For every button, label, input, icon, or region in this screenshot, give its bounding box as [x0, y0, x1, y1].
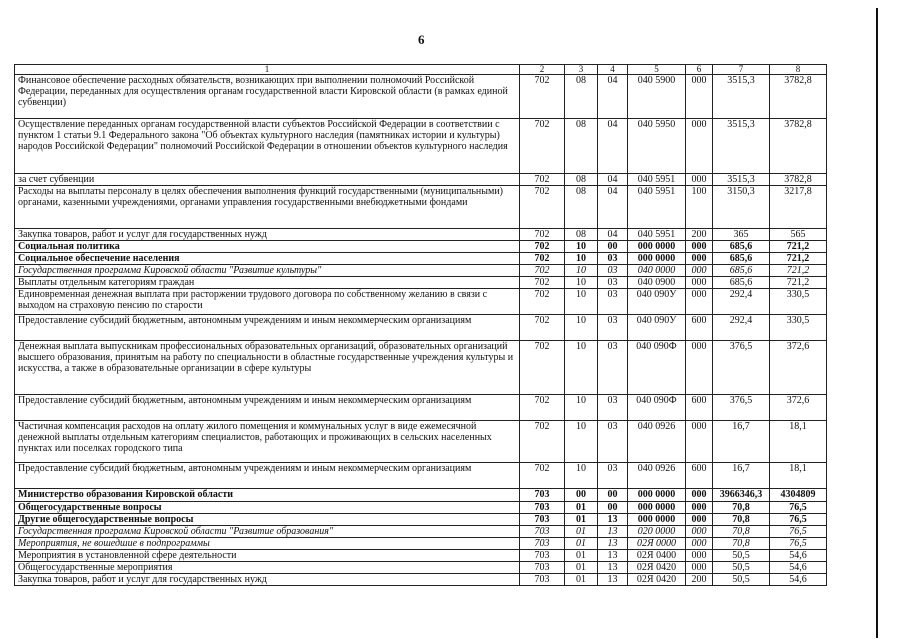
value-cell: 76,5 — [770, 514, 827, 526]
value-cell: 000 — [686, 289, 713, 315]
column-header: 2 — [520, 65, 565, 75]
value-cell: 702 — [520, 315, 565, 341]
value-cell: 70,8 — [713, 538, 770, 550]
value-cell: 200 — [686, 229, 713, 241]
value-cell: 00 — [565, 489, 598, 502]
value-cell: 372,6 — [770, 395, 827, 421]
table-row — [15, 538, 827, 550]
column-header: 3 — [565, 65, 598, 75]
table-row — [15, 574, 827, 586]
value-cell: 13 — [598, 538, 628, 550]
value-cell: 721,2 — [770, 277, 827, 289]
table-row — [15, 315, 827, 341]
value-cell: 702 — [520, 277, 565, 289]
value-cell: 000 — [686, 550, 713, 562]
value-cell: 02Я 0420 — [628, 562, 686, 574]
value-cell: 376,5 — [713, 341, 770, 395]
table-row — [15, 550, 827, 562]
value-cell: 3515,3 — [713, 119, 770, 174]
column-header: 5 — [628, 65, 686, 75]
value-cell: 13 — [598, 562, 628, 574]
row-label-cell: за счет субвенции — [15, 174, 520, 186]
table-row — [15, 289, 827, 315]
value-cell: 000 0000 — [628, 514, 686, 526]
value-cell: 330,5 — [770, 289, 827, 315]
value-cell: 000 — [686, 75, 713, 119]
column-number-row — [15, 65, 827, 75]
value-cell: 00 — [598, 241, 628, 253]
value-cell: 685,6 — [713, 265, 770, 277]
value-cell: 00 — [598, 489, 628, 502]
value-cell: 040 5951 — [628, 229, 686, 241]
value-cell: 10 — [565, 265, 598, 277]
value-cell: 702 — [520, 186, 565, 229]
value-cell: 565 — [770, 229, 827, 241]
table-row — [15, 395, 827, 421]
value-cell: 03 — [598, 341, 628, 395]
row-label-cell: Единовременная денежная выплата при расторжении трудового договора по собственному желанию в связи с выходом на страховую пенсию по старости — [15, 289, 520, 315]
value-cell: 08 — [565, 75, 598, 119]
value-cell: 702 — [520, 119, 565, 174]
value-cell: 702 — [520, 253, 565, 265]
value-cell: 01 — [565, 562, 598, 574]
value-cell: 000 — [686, 489, 713, 502]
value-cell: 330,5 — [770, 315, 827, 341]
row-label-cell: Расходы на выплаты персоналу в целях обеспечения выполнения функций государственными (муниципальными) органами, казенными учреждениями, органами управления государственными внебюджетными фондами — [15, 186, 520, 229]
value-cell: 702 — [520, 289, 565, 315]
row-label-cell: Частичная компенсация расходов на оплату жилого помещения и коммунальных услуг в виде ежемесячной денежной выплаты отдельным категориям специалистов, работающих и проживающих в сельских населенных пунктах или поселках городского типа — [15, 421, 520, 463]
table-row — [15, 253, 827, 265]
value-cell: 000 — [686, 241, 713, 253]
value-cell: 70,8 — [713, 514, 770, 526]
value-cell: 040 090Ф — [628, 395, 686, 421]
value-cell: 50,5 — [713, 562, 770, 574]
value-cell: 3217,8 — [770, 186, 827, 229]
value-cell: 04 — [598, 75, 628, 119]
value-cell: 100 — [686, 186, 713, 229]
value-cell: 040 0000 — [628, 265, 686, 277]
value-cell: 040 5951 — [628, 186, 686, 229]
value-cell: 13 — [598, 574, 628, 586]
value-cell: 702 — [520, 341, 565, 395]
value-cell: 040 0926 — [628, 463, 686, 489]
table-row — [15, 174, 827, 186]
value-cell: 76,5 — [770, 538, 827, 550]
row-label-cell: Государственная программа Кировской области "Развитие культуры" — [15, 265, 520, 277]
value-cell: 600 — [686, 395, 713, 421]
value-cell: 3515,3 — [713, 75, 770, 119]
value-cell: 3782,8 — [770, 119, 827, 174]
table-row — [15, 562, 827, 574]
row-label-cell: Закупка товаров, работ и услуг для государственных нужд — [15, 574, 520, 586]
value-cell: 01 — [565, 550, 598, 562]
value-cell: 03 — [598, 395, 628, 421]
value-cell: 10 — [565, 253, 598, 265]
table-row — [15, 526, 827, 538]
value-cell: 702 — [520, 229, 565, 241]
value-cell: 292,4 — [713, 315, 770, 341]
row-label-cell: Финансовое обеспечение расходных обязательств, возникающих при выполнении полномочий Российской Федерации, переданных для осуществления органам государственной власти Кировской области (в рамках единой субвенции) — [15, 75, 520, 119]
value-cell: 702 — [520, 265, 565, 277]
row-label-cell: Предоставление субсидий бюджетным, автономным учреждениям и иным некоммерческим организациям — [15, 395, 520, 421]
value-cell: 08 — [565, 174, 598, 186]
row-label-cell: Государственная программа Кировской области "Развитие образования" — [15, 526, 520, 538]
value-cell: 00 — [598, 502, 628, 514]
value-cell: 000 0000 — [628, 502, 686, 514]
value-cell: 703 — [520, 538, 565, 550]
value-cell: 01 — [565, 514, 598, 526]
value-cell: 702 — [520, 395, 565, 421]
table-row — [15, 489, 827, 502]
value-cell: 000 0000 — [628, 489, 686, 502]
value-cell: 03 — [598, 421, 628, 463]
table-row — [15, 186, 827, 229]
table-row — [15, 502, 827, 514]
value-cell: 10 — [565, 341, 598, 395]
budget-table — [14, 64, 827, 586]
value-cell: 04 — [598, 119, 628, 174]
value-cell: 02Я 0400 — [628, 550, 686, 562]
value-cell: 040 5950 — [628, 119, 686, 174]
value-cell: 365 — [713, 229, 770, 241]
row-label-cell: Предоставление субсидий бюджетным, автономным учреждениям и иным некоммерческим организациям — [15, 315, 520, 341]
value-cell: 703 — [520, 550, 565, 562]
row-label-cell: Предоставление субсидий бюджетным, автономным учреждениям и иным некоммерческим организациям — [15, 463, 520, 489]
value-cell: 03 — [598, 253, 628, 265]
value-cell: 4304809 — [770, 489, 827, 502]
value-cell: 702 — [520, 463, 565, 489]
value-cell: 01 — [565, 538, 598, 550]
value-cell: 685,6 — [713, 253, 770, 265]
value-cell: 703 — [520, 562, 565, 574]
value-cell: 10 — [565, 395, 598, 421]
value-cell: 020 0000 — [628, 526, 686, 538]
column-header: 1 — [15, 65, 520, 75]
value-cell: 54,6 — [770, 550, 827, 562]
page-number: 6 — [418, 32, 425, 47]
value-cell: 10 — [565, 289, 598, 315]
value-cell: 54,6 — [770, 562, 827, 574]
value-cell: 03 — [598, 463, 628, 489]
value-cell: 16,7 — [713, 421, 770, 463]
value-cell: 721,2 — [770, 265, 827, 277]
row-label-cell: Денежная выплата выпускникам профессиональных образовательных организаций, образовательных организаций высшего образования, принятым на работу по специальности в областные государственные учреждения культуры и искусства, а также в образовательные организации в сфере культуры — [15, 341, 520, 395]
value-cell: 200 — [686, 574, 713, 586]
row-label-cell: Общегосударственные мероприятия — [15, 562, 520, 574]
value-cell: 376,5 — [713, 395, 770, 421]
value-cell: 000 — [686, 119, 713, 174]
value-cell: 702 — [520, 241, 565, 253]
value-cell: 04 — [598, 186, 628, 229]
value-cell: 040 0926 — [628, 421, 686, 463]
value-cell: 000 0000 — [628, 241, 686, 253]
value-cell: 3782,8 — [770, 75, 827, 119]
table-row — [15, 229, 827, 241]
value-cell: 03 — [598, 277, 628, 289]
table-body — [15, 75, 827, 586]
table-row — [15, 265, 827, 277]
value-cell: 703 — [520, 489, 565, 502]
value-cell: 04 — [598, 174, 628, 186]
value-cell: 040 5900 — [628, 75, 686, 119]
value-cell: 000 — [686, 341, 713, 395]
row-label-cell: Осуществление переданных органам государственной власти субъектов Российской Федерации в соответствии с пунктом 1 статьи 9.1 Федерального закона "Об объектах культурного наследия (памятниках истории и культуры) народов Российской Федерации" полномочий Российской Федерации в отношении объектов культурного наследия — [15, 119, 520, 174]
row-label-cell: Мероприятия, не вошедшие в подпрограммы — [15, 538, 520, 550]
value-cell: 685,6 — [713, 277, 770, 289]
table-row — [15, 277, 827, 289]
value-cell: 50,5 — [713, 574, 770, 586]
value-cell: 3782,8 — [770, 174, 827, 186]
value-cell: 600 — [686, 463, 713, 489]
value-cell: 000 0000 — [628, 253, 686, 265]
value-cell: 70,8 — [713, 526, 770, 538]
value-cell: 08 — [565, 186, 598, 229]
value-cell: 372,6 — [770, 341, 827, 395]
value-cell: 685,6 — [713, 241, 770, 253]
value-cell: 10 — [565, 463, 598, 489]
value-cell: 000 — [686, 174, 713, 186]
value-cell: 3515,3 — [713, 174, 770, 186]
value-cell: 10 — [565, 277, 598, 289]
value-cell: 54,6 — [770, 574, 827, 586]
table-row — [15, 421, 827, 463]
value-cell: 702 — [520, 174, 565, 186]
value-cell: 040 090Ф — [628, 341, 686, 395]
value-cell: 040 0900 — [628, 277, 686, 289]
value-cell: 721,2 — [770, 241, 827, 253]
value-cell: 000 — [686, 421, 713, 463]
value-cell: 3966346,3 — [713, 489, 770, 502]
column-header: 8 — [770, 65, 827, 75]
value-cell: 03 — [598, 289, 628, 315]
table-row — [15, 241, 827, 253]
value-cell: 3150,3 — [713, 186, 770, 229]
value-cell: 600 — [686, 315, 713, 341]
value-cell: 16,7 — [713, 463, 770, 489]
value-cell: 76,5 — [770, 502, 827, 514]
row-label-cell: Социальное обеспечение населения — [15, 253, 520, 265]
value-cell: 040 090У — [628, 315, 686, 341]
value-cell: 000 — [686, 526, 713, 538]
value-cell: 70,8 — [713, 502, 770, 514]
table-row — [15, 119, 827, 174]
row-label-cell: Закупка товаров, работ и услуг для государственных нужд — [15, 229, 520, 241]
table-row — [15, 463, 827, 489]
value-cell: 03 — [598, 315, 628, 341]
value-cell: 08 — [565, 119, 598, 174]
value-cell: 000 — [686, 277, 713, 289]
row-label-cell: Другие общегосударственные вопросы — [15, 514, 520, 526]
value-cell: 76,5 — [770, 526, 827, 538]
value-cell: 10 — [565, 421, 598, 463]
row-label-cell: Выплаты отдельным категориям граждан — [15, 277, 520, 289]
row-label-cell: Мероприятия в установленной сфере деятельности — [15, 550, 520, 562]
value-cell: 000 — [686, 538, 713, 550]
value-cell: 292,4 — [713, 289, 770, 315]
value-cell: 08 — [565, 229, 598, 241]
value-cell: 01 — [565, 526, 598, 538]
value-cell: 18,1 — [770, 421, 827, 463]
value-cell: 721,2 — [770, 253, 827, 265]
value-cell: 703 — [520, 502, 565, 514]
value-cell: 13 — [598, 550, 628, 562]
row-label-cell: Социальная политика — [15, 241, 520, 253]
value-cell: 10 — [565, 241, 598, 253]
value-cell: 02Я 0000 — [628, 538, 686, 550]
value-cell: 04 — [598, 229, 628, 241]
table-row — [15, 514, 827, 526]
value-cell: 000 — [686, 502, 713, 514]
margin-rule — [876, 8, 878, 638]
value-cell: 01 — [565, 502, 598, 514]
value-cell: 13 — [598, 526, 628, 538]
value-cell: 13 — [598, 514, 628, 526]
value-cell: 702 — [520, 421, 565, 463]
column-header: 4 — [598, 65, 628, 75]
value-cell: 703 — [520, 526, 565, 538]
value-cell: 703 — [520, 514, 565, 526]
value-cell: 000 — [686, 514, 713, 526]
value-cell: 02Я 0420 — [628, 574, 686, 586]
row-label-cell: Общегосударственные вопросы — [15, 502, 520, 514]
value-cell: 01 — [565, 574, 598, 586]
row-label-cell: Министерство образования Кировской области — [15, 489, 520, 502]
value-cell: 040 090У — [628, 289, 686, 315]
column-header: 6 — [686, 65, 713, 75]
value-cell: 10 — [565, 315, 598, 341]
value-cell: 703 — [520, 574, 565, 586]
table-row — [15, 75, 827, 119]
value-cell: 18,1 — [770, 463, 827, 489]
value-cell: 702 — [520, 75, 565, 119]
value-cell: 50,5 — [713, 550, 770, 562]
column-header: 7 — [713, 65, 770, 75]
value-cell: 040 5951 — [628, 174, 686, 186]
value-cell: 000 — [686, 562, 713, 574]
value-cell: 000 — [686, 265, 713, 277]
value-cell: 000 — [686, 253, 713, 265]
value-cell: 03 — [598, 265, 628, 277]
table-row — [15, 341, 827, 395]
